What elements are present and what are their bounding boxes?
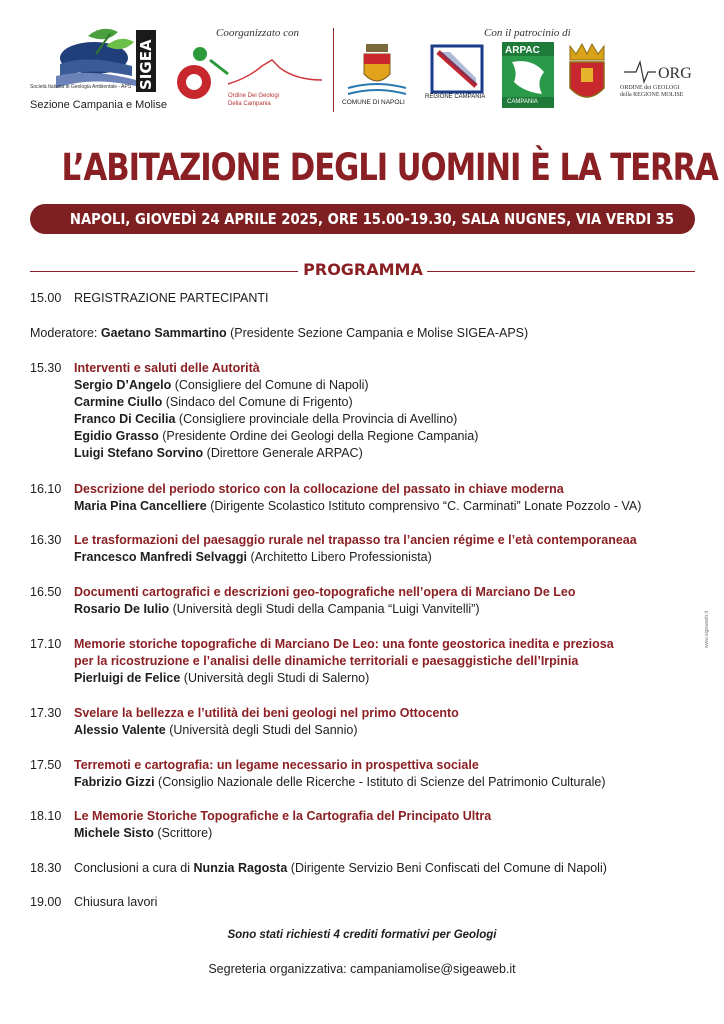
ordine-geologi-line2: Della Campania xyxy=(228,101,271,107)
speaker-line xyxy=(74,549,432,565)
speaker-line xyxy=(74,722,358,738)
speaker-name: Maria Pina Cancelliere xyxy=(74,499,207,513)
conclusion-prefix: Conclusioni a cura di xyxy=(74,861,191,875)
speaker-role: (Dirigente Scolastico Istituto comprensivo “C. Carminati” Lonate Pozzolo - VA) xyxy=(210,499,642,513)
orgp-acronym: ORG xyxy=(658,65,692,82)
moderator-role: (Presidente Sezione Campania e Molise SIGEA-APS) xyxy=(230,326,529,340)
speaker-role: (Presidente Ordine dei Geologi della Regione Campania) xyxy=(162,429,479,443)
session-time: 17.30 xyxy=(30,706,62,720)
crowned-shield-logo xyxy=(564,42,610,108)
session-title: Le trasformazioni del paesaggio rurale nel trapasso tra l’ancien régime e l’età contemporaneaa xyxy=(74,533,637,547)
speaker-line xyxy=(74,377,369,393)
moderator-label: Moderatore: xyxy=(30,326,98,340)
orgp-line1: ORDINE dei GEOLOGI xyxy=(620,85,680,91)
moderator-name: Gaetano Sammartino xyxy=(100,326,227,340)
speaker-line xyxy=(74,428,478,444)
patronage-label: Con il patrocinio di xyxy=(484,27,571,39)
session-title: Memorie storiche topografiche di Marciano De Leo: una fonte geostorica inedita e preziosa xyxy=(74,637,614,651)
speaker-name: Sergio D’Angelo xyxy=(74,378,172,392)
session-time: 18.10 xyxy=(30,809,62,823)
regione-campania-name: REGIONE CAMPANIA xyxy=(425,94,486,100)
closing-text: Chiusura lavori xyxy=(74,895,158,909)
speaker-line xyxy=(74,825,212,841)
arpac-subtitle: CAMPANIA xyxy=(507,99,538,105)
programma-rule-right xyxy=(427,271,695,272)
conclusion-name: Nunzia Ragosta xyxy=(193,861,288,875)
speaker-line xyxy=(74,498,641,514)
registration-text: REGISTRAZIONE PARTECIPANTI xyxy=(74,291,269,305)
sigea-section-text: Sezione Campania e Molise xyxy=(30,99,167,111)
speaker-role: (Consigliere provinciale della Provincia di Avellino) xyxy=(178,412,458,426)
speaker-line xyxy=(74,774,605,790)
speaker-name: Egidio Grasso xyxy=(74,429,159,443)
speaker-name: Fabrizio Gizzi xyxy=(74,775,155,789)
ordine-geologi-line1: Ordine Dei Geologi xyxy=(228,93,280,99)
session-time: 16.30 xyxy=(30,533,62,547)
event-details-banner xyxy=(30,204,695,234)
session-time: 17.10 xyxy=(30,637,62,651)
speaker-line xyxy=(74,670,369,686)
session-time: 16.50 xyxy=(30,585,62,599)
speaker-line xyxy=(74,411,457,427)
speaker-name: Carmine Ciullo xyxy=(74,395,163,409)
session-title-continued: per la ricostruzione e l’analisi delle dinamiche territoriali e paesaggistiche dell’Irpinia xyxy=(74,654,579,668)
speaker-name: Alessio Valente xyxy=(74,723,166,737)
speaker-role: (Direttore Generale ARPAC) xyxy=(206,446,363,460)
session-title: Documenti cartografici e descrizioni geo-topografiche nell’opera di Marciano De Leo xyxy=(74,585,576,599)
speaker-role: (Architetto Libero Professionista) xyxy=(250,550,432,564)
speaker-name: Franco Di Cecilia xyxy=(74,412,176,426)
session-time: 15.30 xyxy=(30,361,62,375)
header-logos xyxy=(0,0,724,125)
coorganized-label: Coorganizzato con xyxy=(216,27,300,39)
comune-napoli-name: COMUNE DI NAPOLI xyxy=(342,99,405,106)
header-divider xyxy=(333,28,334,112)
closing-time: 19.00 xyxy=(30,895,62,909)
speaker-name: Rosario De Iulio xyxy=(74,602,170,616)
session-time: 16.10 xyxy=(30,482,62,496)
speaker-role: (Università degli Studi della Campania “Luigi Vanvitelli”) xyxy=(172,602,480,616)
session-title: Le Memorie Storiche Topografiche e la Cartografia del Principato Ultra xyxy=(74,809,492,823)
orgp-line2: della REGIONE MOLISE xyxy=(620,92,684,98)
speaker-role: (Sindaco del Comune di Frigento) xyxy=(165,395,353,409)
session-time: 17.50 xyxy=(30,758,62,772)
ordine-geologi-name xyxy=(228,92,279,108)
event-title: L’ABITAZIONE DEGLI UOMINI È LA TERRA xyxy=(61,146,718,189)
speaker-role: (Università degli Studi di Salerno) xyxy=(183,671,370,685)
conclusion-time: 18.30 xyxy=(30,861,62,875)
speaker-line xyxy=(74,601,480,617)
conclusion-line xyxy=(74,860,607,876)
speaker-line xyxy=(74,394,353,410)
ordine-geologi-molise-name xyxy=(620,85,683,99)
session-title: Descrizione del periodo storico con la collocazione del passato in chiave moderna xyxy=(74,482,564,496)
session-title: Interventi e saluti delle Autorità xyxy=(74,361,260,375)
event-details-text: NAPOLI, GIOVEDÌ 24 APRILE 2025, ORE 15.00-19.30, SALA NUGNES, VIA VERDI 35 xyxy=(69,210,675,228)
speaker-role: (Università degli Studi del Sannio) xyxy=(169,723,358,737)
programma-heading: PROGRAMMA xyxy=(303,260,423,279)
session-title: Terremoti e cartografia: un legame necessario in prospettiva sociale xyxy=(74,758,479,772)
speaker-line xyxy=(74,445,363,461)
side-url: www.sigeaweb.it xyxy=(704,611,710,648)
speaker-role: (Consiglio Nazionale delle Ricerche - Istituto di Scienze del Patrimonio Culturale) xyxy=(158,775,606,789)
speaker-name: Francesco Manfredi Selvaggi xyxy=(74,550,247,564)
registration-time: 15.00 xyxy=(30,291,62,305)
speaker-role: (Scrittore) xyxy=(157,826,213,840)
sigea-society-text: Società Italiana di Geologia Ambientale - APS xyxy=(30,84,132,90)
moderator-line xyxy=(30,325,528,341)
speaker-role: (Consigliere del Comune di Napoli) xyxy=(174,378,369,392)
credits-note: Sono stati richiesti 4 crediti formativi per Geologi xyxy=(227,929,497,941)
sigea-acronym: SIGEA xyxy=(137,39,155,90)
speaker-name: Luigi Stefano Sorvino xyxy=(74,446,204,460)
session-title: Svelare la bellezza e l’utilità dei beni geologi nel primo Ottocento xyxy=(74,706,459,720)
secretariat-contact: Segreteria organizzativa: campaniamolise@sigeaweb.it xyxy=(208,962,516,976)
programma-rule-left xyxy=(30,271,298,272)
conclusion-role: (Dirigente Servizio Beni Confiscati del Comune di Napoli) xyxy=(290,861,607,875)
arpac-name: ARPAC xyxy=(505,45,540,56)
speaker-name: Pierluigi de Felice xyxy=(74,671,181,685)
speaker-name: Michele Sisto xyxy=(74,826,154,840)
